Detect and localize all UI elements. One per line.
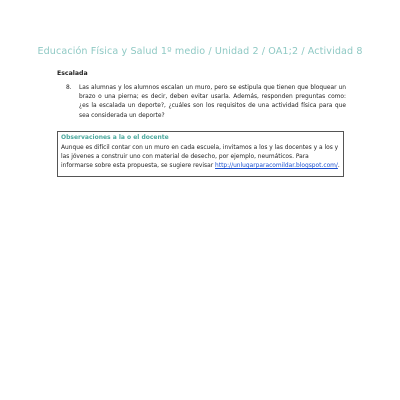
- teacher-notes-end: .: [337, 163, 340, 169]
- section-title: Escalada: [57, 70, 88, 77]
- document-header-title: Educación Física y Salud 1º medio / Unidad 2 / OA1;2 / Actividad 8: [37, 46, 363, 57]
- teacher-notes-body: Aunque es difícil contar con un muro en cada escuela, invitamos a los y las docentes y a los y las jóvenes a construir uno con material de desecho, por ejemplo, neumáticos. Para informarse sobre esta propuesta, se sugiere revisar: [61, 145, 339, 169]
- resource-link[interactable]: http://unlugarparacomildar.blogspot.com/: [215, 163, 338, 169]
- teacher-notes-box: [57, 131, 344, 177]
- activity-text: Las alumnas y los alumnos escalan un muro, pero se estipula que tienen que bloquear un brazo o una pierna; es decir, deben evitar usarla. Además, responden preguntas como: ¿es la escalada un deporte?, ¿cuáles son los requisitos de una actividad física para que sea considerada un deporte?: [79, 85, 346, 119]
- teacher-notes-text: [61, 144, 340, 171]
- teacher-notes-title: Observaciones a la o el docente: [61, 134, 169, 141]
- activity-item: [66, 84, 346, 121]
- activity-number: 8.: [66, 85, 72, 91]
